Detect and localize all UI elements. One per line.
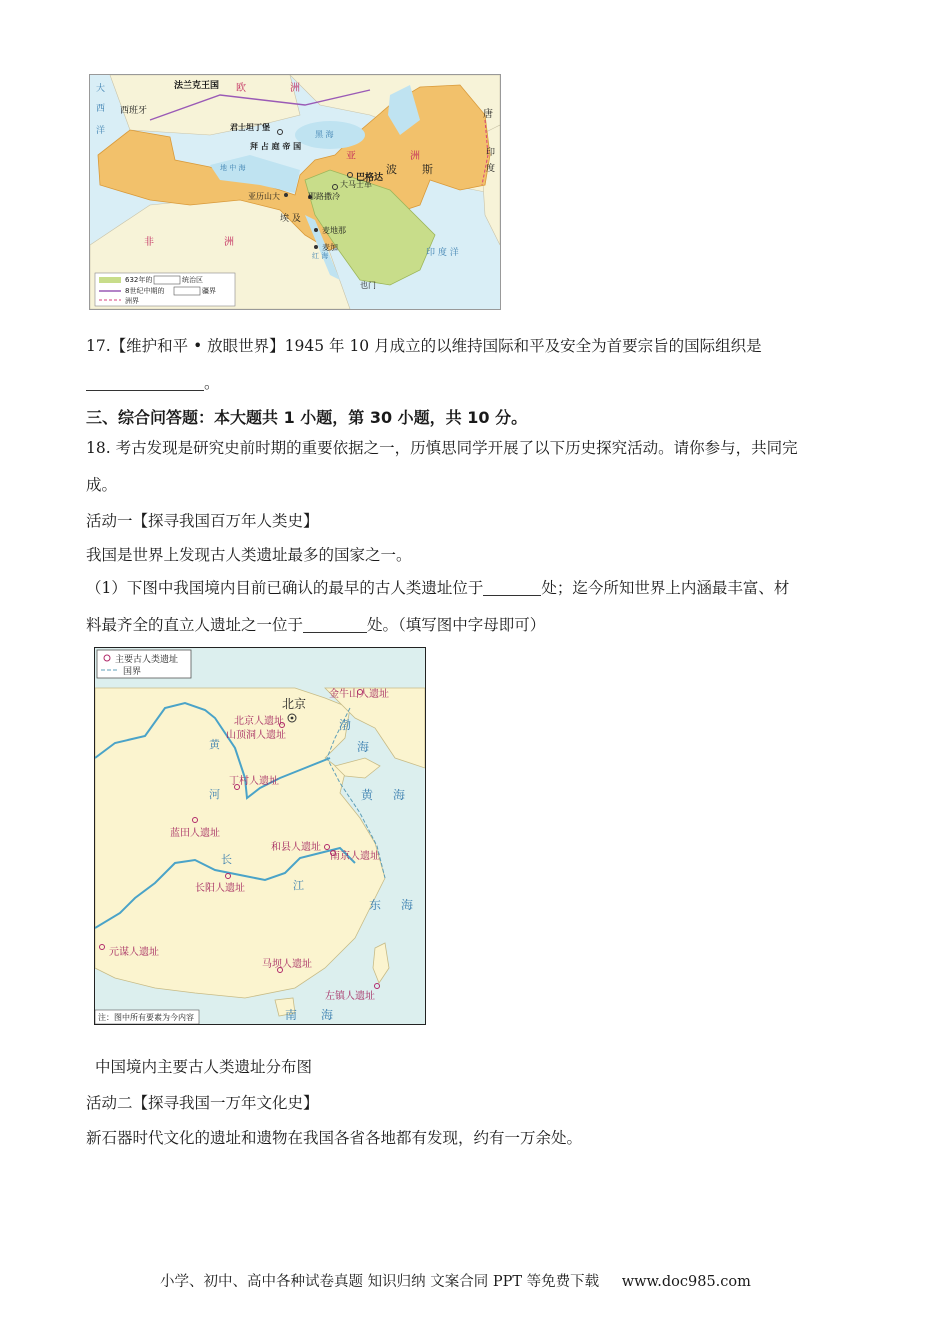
map2-label-beijing: 北京 [282,697,307,711]
map1-label-mecca: 麦加 [322,243,338,252]
q18-sub1-line2 [86,615,545,635]
q17-text [86,336,762,356]
footer-url[interactable]: www.doc985.com [621,1274,751,1290]
map2-water-east-sea-a: 东 [369,898,382,912]
map2-site-dingcun: 丁村人遗址 [229,776,279,787]
q18-blank-homo-erectus[interactable] [303,616,367,633]
map1-label-alexandria: 亚历山大 [248,192,280,201]
map1-label-atlantic-c: 洋 [96,126,106,136]
q17-stem: 17.【维护和平 • 放眼世界】1945 年 10 月成立的以维持国际和平及安全为首要宗旨的国际组织是 [86,337,762,355]
map2-water-east-sea-b: 海 [401,898,414,912]
q18-blank-earliest[interactable] [483,579,541,596]
q18-sub1-d: 处。（填写图中字母即可） [367,616,546,634]
map1-label-constantinople: 君士坦丁堡 [230,123,270,132]
map1-label-damascus: 大马士革 [340,180,372,189]
map2-legend-site: 主要古人类遗址 [115,655,179,665]
map2-water-bohai-b: 海 [357,740,370,754]
map1-legend-3-label: 洲界 [125,297,139,305]
map1-label-persia-a: 波 [386,163,397,176]
map2-site-hexian: 和县人遗址 [271,842,321,853]
q18-text2: 新石器时代文化的遗址和遗物在我国各省各地都有发现，约有一万余处。 [86,1129,583,1147]
map1-label-atlantic-a: 大 [96,84,106,94]
map1-label-africa-b: 洲 [224,237,234,248]
china-sites-map-graphic [95,648,425,1024]
page-footer [160,1270,751,1291]
map2-site-shandingdong: 山顶洞人遗址 [226,730,286,741]
map2-water-south-sea-a: 南 [285,1008,298,1022]
map1-label-india-b: 度 [486,164,496,174]
map2-legend-border: 国界 [123,667,142,677]
china-sites-map [94,647,426,1025]
map2-site-yuanmou: 元谋人遗址 [109,947,159,958]
map1-label-persia-b: 斯 [422,163,433,176]
q18-activity1: 活动一【探寻我国百万年人类史】 [86,512,319,530]
map1-label-frank: 法兰克王国 [174,81,220,91]
map1-label-byzantine: 拜 占 庭 帝 国 [250,142,302,151]
map1-label-black-sea: 黑 海 [315,130,334,139]
q17-answer-blank[interactable] [86,374,204,391]
q17-period: 。 [204,374,220,392]
map2-site-lantian: 蓝田人遗址 [170,828,220,839]
map1-label-baghdad: 巴格达 [356,173,384,183]
map1-label-india-a: 印 [486,148,496,158]
section3-heading: 三、综合问答题：本大题共 1 小题，第 30 小题，共 10 分。 [86,408,528,427]
map1-label-egypt: 埃 及 [280,214,301,224]
map1-label-asia-b: 洲 [410,151,420,162]
map2-note: 注：图中所有要素为今内容 [98,1013,194,1022]
map2-site-zuozhen: 左镇人遗址 [325,991,375,1002]
q18-sub1-b: 处；迄今所知世界上内涵最丰富、材 [541,579,790,597]
arab-empire-map [89,74,501,310]
map1-legend-2-label: 8世纪中期的 [125,287,165,295]
map2-site-maba: 马坝人遗址 [262,959,312,970]
map2-water-south-sea-b: 海 [321,1008,334,1022]
map2-water-yellow-sea-b: 海 [393,788,406,802]
q18-sub1-c: 料最齐全的直立人遗址之一位于 [86,616,304,634]
map2-river-huang-a: 黄 [209,738,220,751]
map1-legend-1-label: 632年的 [125,276,153,284]
q18-sub1-a: （1）下图中我国境内目前已确认的最早的古人类遗址位于 [86,579,484,597]
q18-sub1-line1 [86,578,789,598]
q18-line1: 18. 考古发现是研究史前时期的重要依据之一，历慎思同学开展了以下历史探究活动。请你参与，共同完 [86,439,798,457]
q18-line2: 成。 [86,476,118,494]
q17-answer-line [86,373,220,393]
map1-label-medina: 麦地那 [322,226,346,235]
map2-river-chang-b: 江 [293,879,304,892]
footer-text: 小学、初中、高中各种试卷真题 知识归纳 文案合同 PPT 等免费下载 [160,1274,600,1290]
map2-caption: 中国境内主要古人类遗址分布图 [95,1058,313,1076]
map1-legend-1-suffix: 统治区 [182,276,203,284]
map1-label-europe-a: 欧 [236,83,246,94]
arab-empire-map-graphic [90,75,500,309]
map1-label-atlantic-b: 西 [96,104,106,114]
map2-river-huang-b: 河 [209,788,220,801]
map1-legend-2-suffix: 疆界 [202,287,216,295]
map2-site-changyang: 长阳人遗址 [195,883,245,894]
map1-label-tang: 唐 [483,109,493,120]
map2-site-beijing: 北京人遗址 [234,716,284,727]
map2-water-yellow-sea-a: 黄 [361,788,374,802]
map1-label-asia-a: 亚 [346,151,356,162]
map2-site-jinniushan: 金牛山人遗址 [329,689,389,700]
map1-label-africa-a: 非 [144,237,154,248]
map1-label-spain: 西班牙 [120,106,148,116]
map1-label-mediterranean: 地 中 海 [220,164,246,172]
q18-activity2: 活动二【探寻我国一万年文化史】 [86,1094,319,1112]
map1-label-jerusalem: 耶路撒冷 [308,192,340,201]
q18-intro: 我国是世界上发现古人类遗址最多的国家之一。 [86,546,412,564]
map2-water-bohai-a: 渤 [339,718,352,732]
map1-label-europe-b: 洲 [290,83,300,94]
map2-river-chang-a: 长 [221,853,232,866]
map1-label-yemen: 也门 [360,281,376,290]
map2-site-nanjing: 南京人遗址 [330,851,380,862]
map1-label-indian-ocean: 印 度 洋 [426,248,459,258]
map1-label-red-sea: 红 海 [312,252,329,260]
